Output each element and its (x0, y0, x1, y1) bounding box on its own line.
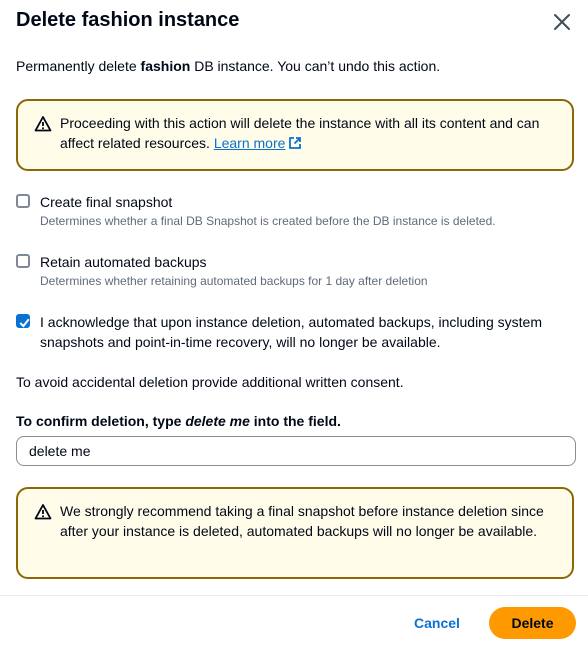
warning-alert-top (16, 99, 574, 171)
cancel-button[interactable]: Cancel (400, 607, 474, 639)
retain-backups-checkbox[interactable] (16, 254, 30, 268)
confirm-field-label: To confirm deletion, type delete me into the field. (16, 413, 341, 429)
delete-button[interactable]: Delete (489, 607, 576, 639)
consent-text: To avoid accidental deletion provide additional written consent. (16, 374, 404, 390)
alert-text: Proceeding with this action will delete the instance with all its content and can affect related resources. (60, 115, 540, 151)
option-final-snapshot: Create final snapshot Determines whether a final DB Snapshot is created before the DB instance is deleted. (16, 192, 576, 229)
warning-icon (34, 115, 52, 133)
warning-alert-bottom (16, 487, 574, 579)
modal-title: Delete fashion instance (16, 9, 240, 31)
external-link-icon[interactable] (288, 135, 302, 149)
footer-divider (0, 595, 588, 596)
warning-icon (34, 503, 52, 521)
instance-name: fashion (140, 58, 191, 74)
alert-text: We strongly recommend taking a final snapshot before instance deletion since after your instance is deleted, automated backups will no longer be available. (60, 503, 544, 539)
learn-more-link[interactable]: Learn more (213, 135, 286, 151)
acknowledge-checkbox[interactable] (16, 314, 30, 328)
confirm-deletion-input[interactable] (16, 436, 576, 466)
modal-intro: Permanently delete fashion DB instance. You can’t undo this action. (16, 58, 441, 74)
option-acknowledge: I acknowledge that upon instance deletion, automated backups, including system snapshots and point-in-time recovery, will no longer be available. (16, 312, 576, 352)
close-icon[interactable] (550, 10, 574, 34)
option-retain-backups: Retain automated backups Determines whether retaining automated backups for 1 day after deletion (16, 252, 576, 289)
final-snapshot-checkbox[interactable] (16, 194, 30, 208)
checkmark-icon (18, 316, 32, 330)
